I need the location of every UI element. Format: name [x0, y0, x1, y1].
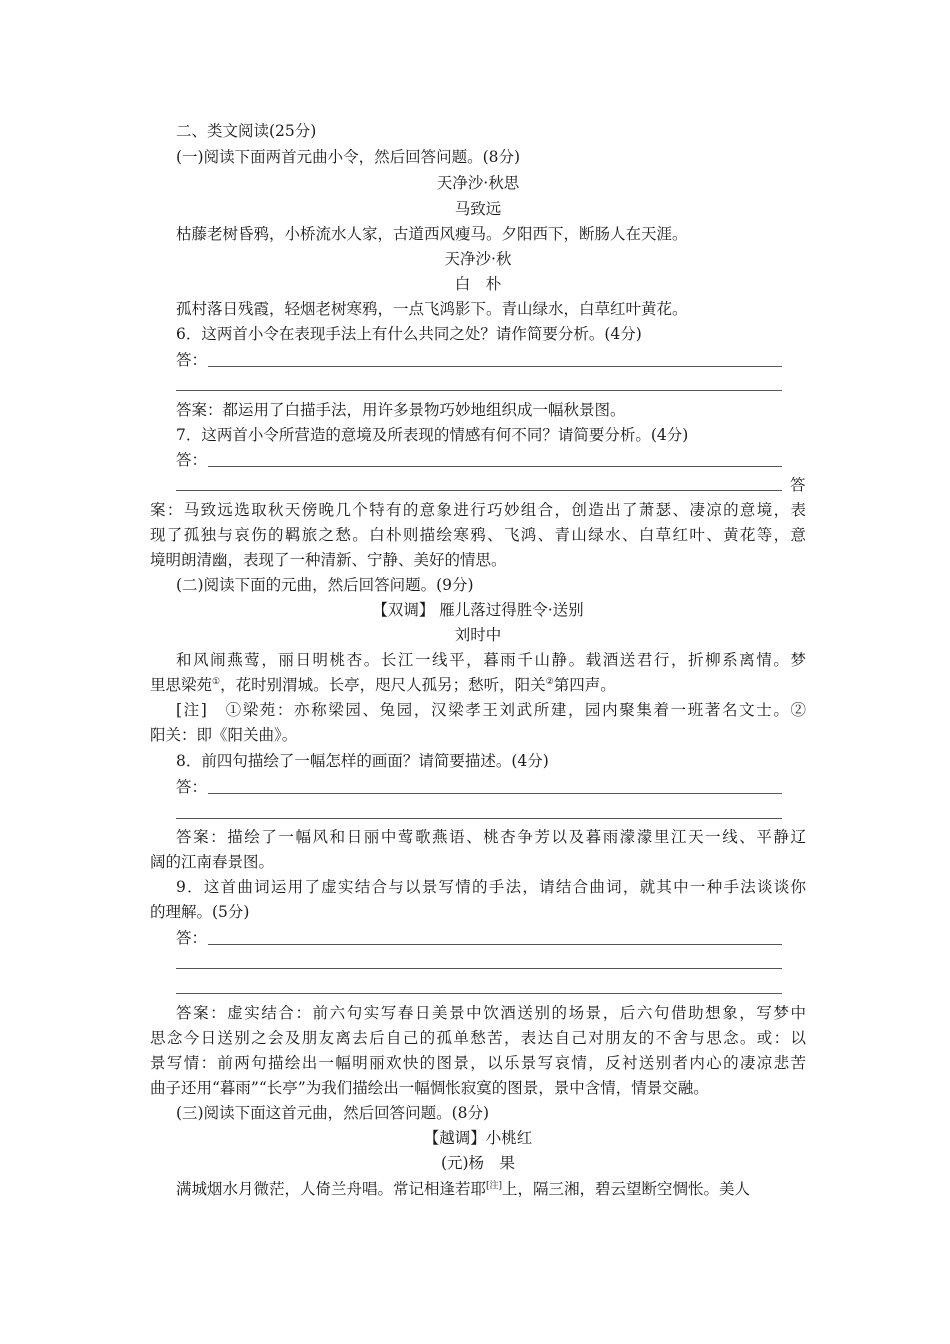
q8-answer-line-1: 答案：描绘了一幅风和日丽中莺歌燕语、桃杏争芳以及暮雨濛濛里江天一线、平静辽: [176, 828, 806, 846]
q9-answer-line[interactable]: [176, 928, 782, 948]
poem1-title: 天净沙·秋思: [436, 174, 520, 192]
part3-text-line-1: 满城烟水月微茫，人倚兰舟唱。常记相逢若耶[注]上，隔三湘，碧云望断空惆怅。美人: [176, 1180, 751, 1198]
poem1-author: 马致远: [454, 200, 502, 218]
part1-intro: (一)阅读下面两首元曲小令，然后回答问题。(8分): [176, 148, 521, 166]
q7-answer-line[interactable]: [176, 450, 782, 470]
part2-author: 刘时中: [454, 626, 502, 644]
q7-answer-line-2: 现了孤独与哀伤的羁旅之愁。白朴则描绘寒鸦、飞鸿、青山绿水、白草红叶、黄花等，意: [150, 526, 806, 544]
answer-label: 答：: [176, 451, 208, 469]
q9-answer-line-1: 答案：虚实结合：前六句实写春日美景中饮酒送别的场景，后六句借助想象，写梦中: [176, 1004, 806, 1022]
part3-intro: (三)阅读下面这首元曲，然后回答问题。(8分): [176, 1104, 490, 1122]
answer-label: 答：: [176, 778, 208, 796]
note-mark: [注]: [486, 1180, 503, 1191]
q8-answer-line-2: 阔的江南春景图。: [150, 853, 275, 871]
part2-intro: (二)阅读下面的元曲，然后回答问题。(9分): [176, 576, 474, 594]
q7-answer-line-1: 案：马致远选取秋天傍晚几个特有的意象进行巧妙组合，创造出了萧瑟、凄凉的意境，表: [150, 501, 806, 519]
poem1-text: 枯藤老树昏鸦，小桥流水人家，古道西风瘦马。夕阳西下，断肠人在天涯。: [176, 225, 688, 243]
part2-note-line-1: [注] ①梁苑：亦称梁园、兔园，汉梁孝王刘武所建，园内聚集着一班著名文士。②: [176, 701, 806, 719]
q6-answer-rule-2[interactable]: [176, 390, 782, 391]
q9-answer-rule-3[interactable]: [176, 993, 782, 994]
q9-answer-line-2: 思念今日送别之会及朋友离去后自己的孤单愁苦，表达自己对朋友的不舍与思念。或：以: [150, 1029, 806, 1047]
q8-question: 8．前四句描绘了一幅怎样的画面？请简要描述。(4分): [176, 752, 549, 770]
q6-question: 6．这两首小令在表现手法上有什么共同之处？请作简要分析。(4分): [176, 325, 642, 343]
part2-text-line-1: 和风闹燕莺，丽日明桃杏。长江一线平，暮雨千山静。载酒送君行，折柳系离情。梦: [176, 651, 806, 669]
poem2-author: 白 朴: [454, 275, 502, 293]
part2-title: 【双调】 雁儿落过得胜令·送别: [372, 601, 584, 619]
q9-question-line-2: 的理解。(5分): [150, 903, 250, 921]
q7-answer-rule-2[interactable]: [176, 490, 782, 491]
answer-label: 答：: [176, 351, 208, 369]
poem2-title: 天净沙·秋: [444, 250, 512, 268]
part2-text-line-2: 里思梁苑①，花时别渭城。长亭，咫尺人孤另；愁听，阳关②第四声。: [150, 676, 616, 694]
q9-question-line-1: 9．这首曲词运用了虚实结合与以景写情的手法，请结合曲词，就其中一种手法谈谈你: [176, 878, 806, 896]
answer-label: 答：: [176, 929, 208, 947]
q6-answer-line[interactable]: [176, 350, 782, 370]
note-mark-2: ②: [545, 676, 554, 687]
section-title: 二、类文阅读(25分): [176, 122, 317, 140]
q9-answer-line-4: 曲子还用“暮雨”“长亭”为我们描绘出一幅惆怅寂寞的图景，景中含情，情景交融。: [150, 1079, 709, 1097]
answer-rule: [208, 793, 782, 794]
part3-title: 【越调】小桃红: [423, 1129, 533, 1147]
answer-rule: [208, 366, 782, 367]
q7-answer-line-3: 境明朗清幽，表现了一种清新、宁静、美好的情思。: [150, 551, 507, 569]
q9-answer-line-3: 景写情：前两句描绘出一幅明丽欢快的图景，以乐景写哀情，反衬送别者内心的凄凉悲苦: [150, 1054, 806, 1072]
q6-answer: 答案：都运用了白描手法，用许多景物巧妙地组织成一幅秋景图。: [176, 401, 626, 419]
q7-answer-head: 答: [790, 476, 806, 494]
answer-rule: [208, 466, 782, 467]
q8-answer-rule-2[interactable]: [176, 818, 782, 819]
q8-answer-line[interactable]: [176, 777, 782, 797]
answer-rule: [208, 944, 782, 945]
part3-author: (元)杨 果: [440, 1154, 516, 1172]
poem2-text: 孤村落日残霞，轻烟老树寒鸦，一点飞鸿影下。青山绿水，白草红叶黄花。: [176, 300, 688, 318]
part2-note-line-2: 阳关：即《阳关曲》。: [150, 726, 298, 744]
q9-answer-rule-2[interactable]: [176, 968, 782, 969]
note-mark-1: ①: [212, 676, 221, 687]
q7-question: 7．这两首小令所营造的意境及所表现的情感有何不同？请简要分析。(4分): [176, 426, 689, 444]
